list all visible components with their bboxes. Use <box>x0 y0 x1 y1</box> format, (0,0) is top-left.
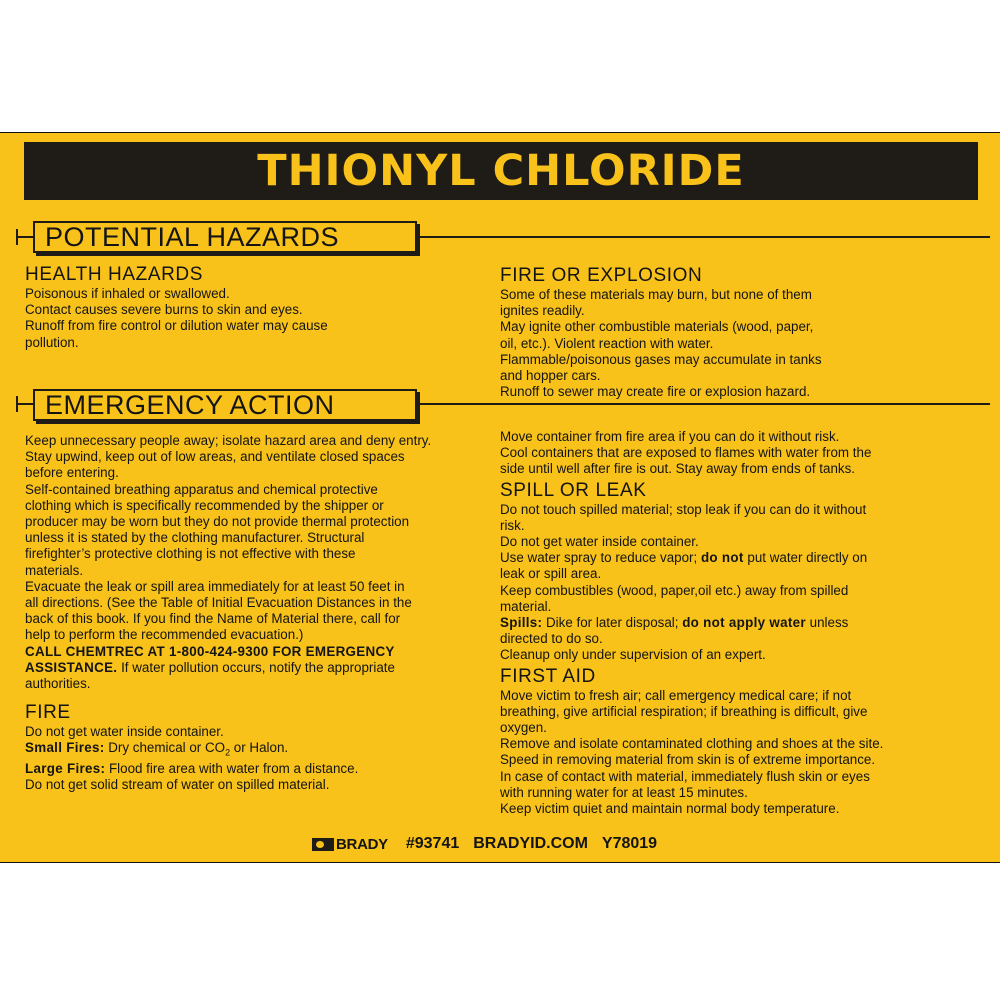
text-line: oil, etc.). Violent reaction with water. <box>500 335 714 351</box>
text-line: May ignite other combustible materials (wood, paper, <box>500 319 814 335</box>
text-line: Remove and isolate contaminated clothing and shoes at the site. <box>500 736 884 752</box>
text-line: producer may be worn but they do not provide thermal protection <box>25 514 410 530</box>
text-line: clothing which is specifically recommended by the shipper or <box>25 497 384 513</box>
first-aid-heading: FIRST AID <box>500 665 596 687</box>
text-line <box>500 550 980 566</box>
subscript: 2 <box>225 747 231 758</box>
fire-heading: FIRE <box>25 702 71 723</box>
brady-logo-text: BRADY <box>336 835 388 853</box>
text-line: Evacuate the leak or spill area immediately for at least 50 feet in <box>25 578 405 594</box>
safety-label <box>0 132 1000 863</box>
text-run: Dry chemical or CO <box>104 740 226 756</box>
text-run: unless <box>805 615 849 631</box>
health-hazards-block <box>25 264 485 351</box>
text-line: oxygen. <box>500 720 547 736</box>
potential-hazards-box <box>33 221 417 253</box>
label-footer <box>312 833 671 855</box>
text-line: with running water for at least 15 minutes. <box>500 784 748 800</box>
text-run: Dike for later disposal; <box>542 615 683 631</box>
text-line: Keep combustibles (wood, paper,oil etc.) away from spilled <box>500 582 849 598</box>
text-line: Some of these materials may burn, but none of them <box>500 287 812 302</box>
text-line: ignites readily. <box>500 303 585 319</box>
text-line <box>500 615 980 631</box>
small-fires-label: Small Fires: <box>25 740 105 756</box>
text-line: Move victim to fresh air; call emergency medical care; if not <box>500 687 852 703</box>
text-line: Move container from fire area if you can do it without risk. <box>500 429 840 444</box>
brady-logo-icon <box>312 838 334 851</box>
text-line: In case of contact with material, immediately flush skin or eyes <box>500 768 870 784</box>
large-fires-label: Large Fires: <box>25 761 106 777</box>
text-line: Flammable/poisonous gases may accumulate in tanks <box>500 351 822 367</box>
text-line: Keep unnecessary people away; isolate hazard area and deny entry. <box>25 433 432 448</box>
text-run: If water pollution occurs, notify the appropriate <box>117 659 395 675</box>
chemical-name-title: THIONYL CHLORIDE <box>257 146 745 196</box>
text-line: breathing, give artificial respiration; if breathing is difficult, give <box>500 703 868 719</box>
emergency-left-block <box>25 433 495 692</box>
text-line: Keep victim quiet and maintain normal body temperature. <box>500 801 840 817</box>
text-line: help to perform the recommended evacuation.) <box>25 627 304 643</box>
brady-logo <box>312 836 388 853</box>
text-line: Contact causes severe burns to skin and eyes. <box>25 302 303 318</box>
text-line: Do not touch spilled material; stop leak if you can do it without <box>500 501 867 517</box>
potential-hazards-heading: POTENTIAL HAZARDS <box>45 221 340 252</box>
text-line: pollution. <box>25 334 79 350</box>
emergency-action-box <box>33 389 417 421</box>
text-line: Do not get water inside container. <box>500 534 699 550</box>
text-line: Speed in removing material from skin is of extreme importance. <box>500 752 876 768</box>
text-run: or Halon. <box>230 740 289 756</box>
text-line: material. <box>500 598 552 614</box>
text-line: Cool containers that are exposed to flames with water from the <box>500 445 872 461</box>
text-line: firefighter’s protective clothing is not effective with these <box>25 546 356 562</box>
text-run: Flood fire area with water from a distance. <box>105 761 359 777</box>
text-run: put water directly on <box>743 550 868 566</box>
text-line: before entering. <box>25 465 119 481</box>
text-line: Runoff to sewer may create fire or explosion hazard. <box>500 384 811 400</box>
text-line: Poisonous if inhaled or swallowed. <box>25 286 230 301</box>
text-line: all directions. (See the Table of Initial Evacuation Distances in the <box>25 595 412 611</box>
text-line <box>25 740 495 761</box>
spills-label: Spills: <box>500 615 543 631</box>
product-code: Y78019 <box>601 835 658 852</box>
text-line <box>25 761 495 777</box>
text-line <box>25 660 495 676</box>
text-line: Cleanup only under supervision of an expert. <box>500 647 766 663</box>
title-bar <box>24 142 978 200</box>
emergency-right-block <box>500 429 980 817</box>
spill-leak-heading: SPILL OR LEAK <box>500 479 647 501</box>
text-line: and hopper cars. <box>500 368 601 384</box>
part-number: #93741 <box>405 835 460 852</box>
text-line: directed to do so. <box>500 631 603 647</box>
text-line: Do not get solid stream of water on spilled material. <box>25 777 330 793</box>
fire-explosion-block <box>500 265 980 400</box>
health-hazards-heading: HEALTH HAZARDS <box>25 264 204 285</box>
website: BRADYID.COM <box>473 835 588 852</box>
fire-explosion-heading: FIRE OR EXPLOSION <box>500 265 703 286</box>
text-line: risk. <box>500 517 525 533</box>
text-line: unless it is stated by the clothing manufacturer. Structural <box>25 530 365 546</box>
text-line: Do not get water inside container. <box>25 724 224 739</box>
text-run: Use water spray to reduce vapor; <box>500 550 701 566</box>
text-line: back of this book. If you find the Name of Material there, call for <box>25 611 401 627</box>
text-line: side until well after fire is out. Stay away from ends of tanks. <box>500 461 856 477</box>
text-line: authorities. <box>25 676 91 692</box>
assistance-bold: ASSISTANCE. <box>25 659 118 675</box>
text-line: Stay upwind, keep out of low areas, and ventilate closed spaces <box>25 449 405 465</box>
text-line: Self-contained breathing apparatus and chemical protective <box>25 481 378 497</box>
do-not-apply-water-bold: do not apply water <box>682 615 806 631</box>
emergency-action-heading: EMERGENCY ACTION <box>45 389 335 420</box>
fire-block <box>25 702 495 793</box>
text-line: Runoff from fire control or dilution water may cause <box>25 318 328 334</box>
text-line: materials. <box>25 562 84 578</box>
chemtrec-line: CALL CHEMTREC AT 1-800-424-9300 FOR EMERGENCY <box>25 643 395 659</box>
text-line: leak or spill area. <box>500 566 602 582</box>
do-not-bold: do not <box>700 550 744 566</box>
